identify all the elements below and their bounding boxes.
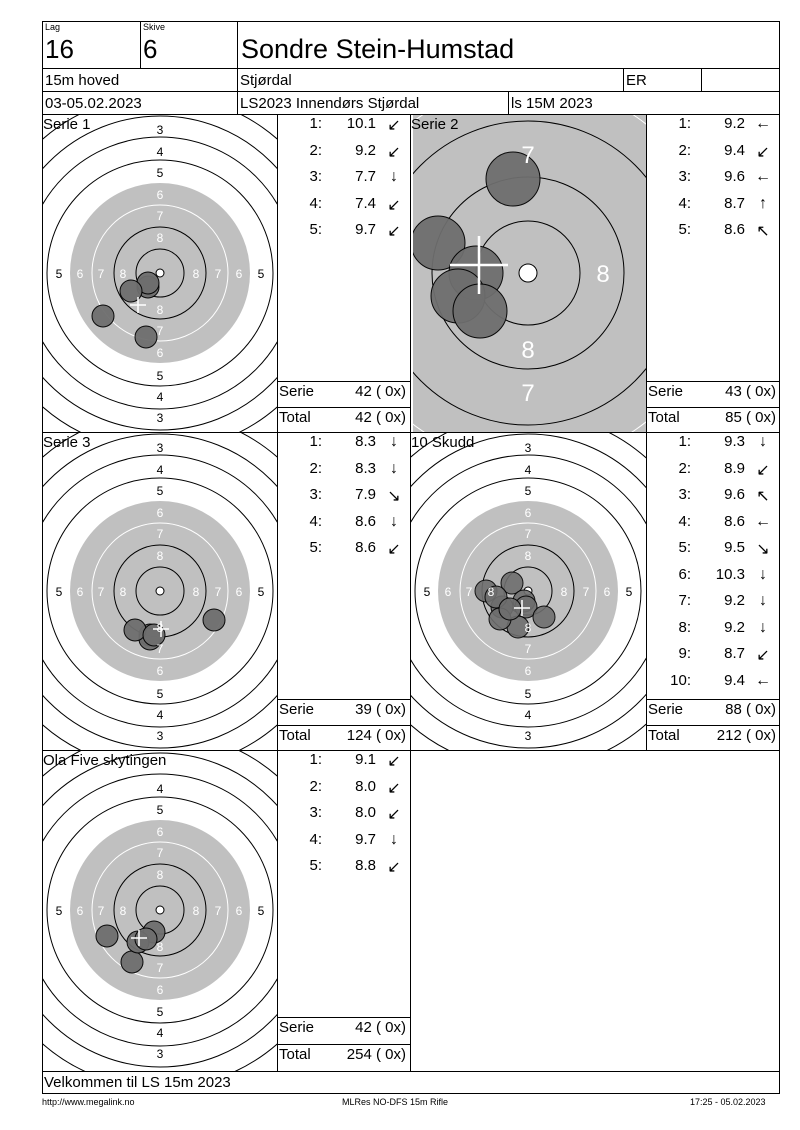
skive-label: Skive bbox=[143, 22, 166, 32]
total-row bbox=[277, 1046, 410, 1072]
shot-row bbox=[278, 857, 410, 883]
shot-number: 3: bbox=[678, 168, 691, 185]
shot-score: 8.0 bbox=[355, 778, 376, 795]
ring-label: 8 bbox=[192, 585, 200, 599]
shot-row bbox=[278, 460, 410, 486]
shot-number: 2: bbox=[309, 142, 322, 159]
ring-label: 8 bbox=[156, 868, 164, 882]
total-value: 254 ( 0x) bbox=[346, 1046, 406, 1063]
ring-label: 8 bbox=[524, 549, 532, 563]
ring-label: 3 bbox=[156, 411, 164, 425]
ring-label: 7 bbox=[521, 380, 535, 407]
shot-number: 5: bbox=[309, 857, 322, 874]
shot-row bbox=[278, 751, 410, 777]
target-svg bbox=[411, 433, 646, 750]
shot-number: 7: bbox=[678, 592, 691, 609]
event-label: LS2023 Innendørs Stjørdal bbox=[240, 95, 420, 112]
shot-row bbox=[647, 672, 779, 698]
shot-score: 7.4 bbox=[355, 195, 376, 212]
direction-arrow-icon: ↓ bbox=[759, 566, 767, 583]
ring-label: 8 bbox=[119, 585, 127, 599]
ring-label: 6 bbox=[156, 825, 164, 839]
shot-score: 10.3 bbox=[715, 566, 745, 583]
ring-label: 8 bbox=[560, 585, 568, 599]
direction-arrow-icon: ↓ bbox=[390, 831, 398, 848]
shot-score: 9.4 bbox=[724, 672, 745, 689]
shot-number: 10: bbox=[670, 672, 691, 689]
serie-row bbox=[646, 701, 780, 727]
ring-label: 6 bbox=[156, 506, 164, 520]
ring-label: 5 bbox=[625, 585, 633, 599]
ring-label: 8 bbox=[521, 337, 535, 364]
shot-score: 9.4 bbox=[724, 142, 745, 159]
ring-label: 4 bbox=[156, 782, 164, 796]
shot-row bbox=[278, 513, 410, 539]
ring-label: 8 bbox=[156, 621, 164, 635]
ring-label: 6 bbox=[235, 585, 243, 599]
ring-label: 5 bbox=[156, 166, 164, 180]
shot-number: 5: bbox=[309, 539, 322, 556]
ring-label: 5 bbox=[156, 1005, 164, 1019]
ring-label: 3 bbox=[156, 729, 164, 743]
shot-row bbox=[647, 513, 779, 539]
shot-score: 8.8 bbox=[355, 857, 376, 874]
shot-score: 9.7 bbox=[355, 831, 376, 848]
ring-label: 6 bbox=[156, 664, 164, 678]
shot-number: 3: bbox=[678, 486, 691, 503]
ring-label: 8 bbox=[192, 904, 200, 918]
ring-label: 7 bbox=[214, 585, 222, 599]
ring-label: 6 bbox=[235, 904, 243, 918]
ring-label: 7 bbox=[156, 642, 164, 656]
ring-label: 8 bbox=[596, 261, 610, 288]
ring-label: 5 bbox=[257, 585, 265, 599]
shot-number: 4: bbox=[309, 195, 322, 212]
ring-label: 7 bbox=[582, 585, 590, 599]
ring-label: 7 bbox=[524, 527, 532, 541]
ring-label: 7 bbox=[521, 142, 535, 169]
total-value: 85 ( 0x) bbox=[725, 409, 776, 426]
ring-label: 8 bbox=[487, 585, 495, 599]
serie-row bbox=[277, 1019, 410, 1045]
shot-row bbox=[647, 539, 779, 565]
shot-row bbox=[647, 486, 779, 512]
target-svg bbox=[411, 115, 646, 432]
serie-value: 39 ( 0x) bbox=[355, 701, 406, 718]
ring-label: 8 bbox=[192, 267, 200, 281]
shot-row bbox=[647, 221, 779, 247]
ring-label: 6 bbox=[76, 267, 84, 281]
lag-value: 16 bbox=[45, 34, 74, 64]
total-label: Total bbox=[648, 727, 680, 744]
ring-label: 3 bbox=[156, 1047, 164, 1061]
total-value: 124 ( 0x) bbox=[346, 727, 406, 744]
direction-arrow-icon: ← bbox=[755, 672, 771, 689]
shot-row bbox=[647, 115, 779, 141]
shot-row bbox=[647, 460, 779, 486]
target-10-skudd bbox=[411, 433, 646, 750]
ring-label: 5 bbox=[524, 484, 532, 498]
shot-score: 8.6 bbox=[355, 539, 376, 556]
ring-label: 5 bbox=[156, 484, 164, 498]
ring-label: 8 bbox=[156, 231, 164, 245]
shot-row bbox=[278, 778, 410, 804]
total-label: Total bbox=[279, 1046, 311, 1063]
serie-label: Serie bbox=[648, 701, 684, 718]
ring-label: 3 bbox=[156, 441, 164, 455]
ring-label: 6 bbox=[235, 267, 243, 281]
ring-label: 8 bbox=[156, 549, 164, 563]
ring-label: 8 bbox=[119, 904, 127, 918]
ring-label: 7 bbox=[465, 585, 473, 599]
serie-value: 42 ( 0x) bbox=[355, 1019, 406, 1036]
total-label: Total bbox=[648, 409, 680, 426]
ring-label: 5 bbox=[55, 267, 63, 281]
serie-row bbox=[277, 383, 410, 409]
shot-score: 8.6 bbox=[724, 513, 745, 530]
shot-number: 5: bbox=[309, 221, 322, 238]
target-ola-five bbox=[43, 751, 277, 1071]
shot-row bbox=[278, 486, 410, 512]
shot-row bbox=[647, 168, 779, 194]
direction-arrow-icon: ↑ bbox=[759, 195, 767, 212]
ring-label: 5 bbox=[55, 585, 63, 599]
ring-label: 7 bbox=[156, 961, 164, 975]
shot-row bbox=[647, 619, 779, 645]
shot-score: 9.7 bbox=[355, 221, 376, 238]
shot-number: 8: bbox=[678, 619, 691, 636]
panel-title: Ola Five skytingen bbox=[43, 752, 167, 769]
direction-arrow-icon: ↖ bbox=[756, 223, 770, 240]
serie-label: Serie bbox=[279, 701, 315, 718]
serie-row bbox=[646, 383, 780, 409]
ring-label: 6 bbox=[156, 983, 164, 997]
ring-label: 5 bbox=[156, 803, 164, 817]
ring-label: 3 bbox=[524, 441, 532, 455]
ring-label: 4 bbox=[156, 1026, 164, 1040]
shot-row bbox=[278, 221, 410, 247]
shot-score: 9.2 bbox=[355, 142, 376, 159]
total-label: Total bbox=[279, 409, 311, 426]
serie-label: Serie bbox=[279, 1019, 315, 1036]
direction-arrow-icon: ↙ bbox=[387, 197, 401, 214]
shot-row bbox=[278, 195, 410, 221]
shot-number: 1: bbox=[309, 433, 322, 450]
target-svg bbox=[43, 751, 277, 1071]
ring-label: 6 bbox=[444, 585, 452, 599]
direction-arrow-icon: ↓ bbox=[390, 433, 398, 450]
shot-score: 8.6 bbox=[724, 221, 745, 238]
direction-arrow-icon: ↙ bbox=[387, 780, 401, 797]
shot-score: 9.6 bbox=[724, 168, 745, 185]
ring-label: 3 bbox=[156, 123, 164, 137]
ring-label: 7 bbox=[97, 267, 105, 281]
ring-label: 5 bbox=[156, 687, 164, 701]
shot-row bbox=[278, 539, 410, 565]
ring-label: 7 bbox=[156, 209, 164, 223]
shot-number: 4: bbox=[678, 513, 691, 530]
shot-row bbox=[647, 566, 779, 592]
panel-title: Serie 2 bbox=[411, 116, 459, 133]
shooter-name: Sondre Stein-Humstad bbox=[241, 34, 515, 64]
welcome-text: Velkommen til LS 15m 2023 bbox=[44, 1074, 231, 1091]
ring-label: 8 bbox=[156, 303, 164, 317]
ring-label: 6 bbox=[156, 188, 164, 202]
total-row bbox=[646, 727, 780, 753]
shot-score: 8.7 bbox=[724, 195, 745, 212]
target-serie-3 bbox=[43, 433, 277, 750]
shot-number: 3: bbox=[309, 486, 322, 503]
ring-label: 5 bbox=[156, 369, 164, 383]
direction-arrow-icon: ↙ bbox=[756, 144, 770, 161]
shot-number: 4: bbox=[309, 513, 322, 530]
lag-label: Lag bbox=[45, 22, 61, 32]
ring-label: 4 bbox=[156, 708, 164, 722]
direction-arrow-icon: ↘ bbox=[387, 488, 401, 505]
ring-label: 7 bbox=[214, 904, 222, 918]
panel-title: Serie 1 bbox=[43, 116, 91, 133]
shot-score: 10.1 bbox=[346, 115, 376, 132]
club-label: Stjørdal bbox=[240, 72, 292, 89]
total-value: 42 ( 0x) bbox=[355, 409, 406, 426]
serie-row bbox=[277, 701, 410, 727]
total-label: Total bbox=[279, 727, 311, 744]
direction-arrow-icon: ↙ bbox=[387, 117, 401, 134]
target-serie-1 bbox=[43, 115, 277, 432]
ring-label: 5 bbox=[55, 904, 63, 918]
ring-label: 4 bbox=[524, 463, 532, 477]
ring-label: 6 bbox=[524, 506, 532, 520]
shot-row bbox=[278, 433, 410, 459]
ring-label: 6 bbox=[524, 664, 532, 678]
shot-number: 1: bbox=[309, 751, 322, 768]
shot-score: 9.2 bbox=[724, 619, 745, 636]
shot-score: 8.9 bbox=[724, 460, 745, 477]
ring-label: 6 bbox=[156, 346, 164, 360]
ring-label: 8 bbox=[119, 267, 127, 281]
shot-score: 7.9 bbox=[355, 486, 376, 503]
direction-arrow-icon: ↓ bbox=[390, 168, 398, 185]
serie-value: 42 ( 0x) bbox=[355, 383, 406, 400]
shot-score: 9.2 bbox=[724, 115, 745, 132]
shot-number: 5: bbox=[678, 539, 691, 556]
shot-row bbox=[647, 142, 779, 168]
shot-row bbox=[278, 804, 410, 830]
ring-label: 3 bbox=[524, 729, 532, 743]
shot-row bbox=[278, 168, 410, 194]
target-svg bbox=[43, 433, 277, 750]
shot-row bbox=[647, 195, 779, 221]
ring-label: 6 bbox=[76, 904, 84, 918]
shot-row bbox=[647, 645, 779, 671]
ring-label: 4 bbox=[156, 463, 164, 477]
ring-label: 8 bbox=[156, 940, 164, 954]
direction-arrow-icon: ↓ bbox=[759, 592, 767, 609]
shot-number: 2: bbox=[309, 778, 322, 795]
shot-row bbox=[647, 433, 779, 459]
ring-label: 6 bbox=[76, 585, 84, 599]
ring-label: 5 bbox=[423, 585, 431, 599]
direction-arrow-icon: ↘ bbox=[756, 541, 770, 558]
serie-value: 88 ( 0x) bbox=[725, 701, 776, 718]
shot-score: 9.5 bbox=[724, 539, 745, 556]
target-svg bbox=[43, 115, 277, 432]
ring-label: 8 bbox=[524, 621, 532, 635]
ring-label: 4 bbox=[524, 708, 532, 722]
ring-label: 5 bbox=[257, 267, 265, 281]
shot-score: 8.3 bbox=[355, 460, 376, 477]
shot-number: 3: bbox=[309, 804, 322, 821]
shot-score: 8.0 bbox=[355, 804, 376, 821]
total-value: 212 ( 0x) bbox=[716, 727, 776, 744]
shot-number: 4: bbox=[678, 195, 691, 212]
shot-number: 5: bbox=[678, 221, 691, 238]
direction-arrow-icon: ↙ bbox=[387, 859, 401, 876]
shot-row bbox=[278, 115, 410, 141]
direction-arrow-icon: ↓ bbox=[390, 513, 398, 530]
panel-title: Serie 3 bbox=[43, 434, 91, 451]
shot-score: 9.2 bbox=[724, 592, 745, 609]
ring-label: 7 bbox=[524, 642, 532, 656]
direction-arrow-icon: ↙ bbox=[756, 647, 770, 664]
direction-arrow-icon: ← bbox=[755, 513, 771, 530]
target-serie-2 bbox=[411, 115, 646, 432]
ring-label: 4 bbox=[156, 390, 164, 404]
direction-arrow-icon: ↙ bbox=[387, 144, 401, 161]
ring-label: 7 bbox=[97, 585, 105, 599]
ring-label: 7 bbox=[156, 324, 164, 338]
shot-number: 4: bbox=[309, 831, 322, 848]
shot-number: 2: bbox=[309, 460, 322, 477]
serie-label: Serie bbox=[648, 383, 684, 400]
shot-number: 1: bbox=[678, 115, 691, 132]
shot-score: 9.3 bbox=[724, 433, 745, 450]
ring-label: 4 bbox=[156, 145, 164, 159]
total-row bbox=[646, 409, 780, 435]
direction-arrow-icon: ↙ bbox=[756, 462, 770, 479]
footer-url[interactable]: http://www.megalink.no bbox=[42, 1097, 135, 1107]
ring-label: 7 bbox=[156, 846, 164, 860]
shot-row bbox=[647, 592, 779, 618]
shot-number: 9: bbox=[678, 645, 691, 662]
ring-label: 6 bbox=[603, 585, 611, 599]
skive-value: 6 bbox=[143, 34, 158, 64]
total-row bbox=[277, 727, 410, 753]
shot-number: 2: bbox=[678, 142, 691, 159]
direction-arrow-icon: ↙ bbox=[387, 753, 401, 770]
panel-title: 10 Skudd bbox=[411, 434, 475, 451]
ring-label: 7 bbox=[214, 267, 222, 281]
direction-arrow-icon: ↙ bbox=[387, 806, 401, 823]
date-label: 03-05.02.2023 bbox=[45, 95, 142, 112]
ring-label: 5 bbox=[257, 904, 265, 918]
shot-score: 7.7 bbox=[355, 168, 376, 185]
ring-label: 5 bbox=[524, 687, 532, 701]
direction-arrow-icon: ← bbox=[755, 168, 771, 185]
direction-arrow-icon: ↓ bbox=[759, 433, 767, 450]
direction-arrow-icon: ↙ bbox=[387, 223, 401, 240]
shot-number: 3: bbox=[309, 168, 322, 185]
shot-number: 1: bbox=[309, 115, 322, 132]
direction-arrow-icon: ↓ bbox=[759, 619, 767, 636]
grade-label: ER bbox=[626, 72, 647, 89]
program-label: ls 15M 2023 bbox=[511, 95, 593, 112]
shot-row bbox=[278, 831, 410, 857]
footer-timestamp: 17:25 - 05.02.2023 bbox=[690, 1097, 766, 1107]
ring-label: 7 bbox=[156, 527, 164, 541]
direction-arrow-icon: ↖ bbox=[756, 488, 770, 505]
shot-score: 9.6 bbox=[724, 486, 745, 503]
shot-number: 6: bbox=[678, 566, 691, 583]
shot-score: 9.1 bbox=[355, 751, 376, 768]
direction-arrow-icon: ↙ bbox=[387, 541, 401, 558]
class-label: 15m hoved bbox=[45, 72, 120, 89]
total-row bbox=[277, 409, 410, 435]
shot-number: 1: bbox=[678, 433, 691, 450]
footer-software: MLRes NO-DFS 15m Rifle bbox=[342, 1097, 449, 1107]
direction-arrow-icon: ← bbox=[755, 115, 771, 132]
serie-value: 43 ( 0x) bbox=[725, 383, 776, 400]
serie-label: Serie bbox=[279, 383, 315, 400]
shot-score: 8.6 bbox=[355, 513, 376, 530]
shot-score: 8.7 bbox=[724, 645, 745, 662]
shot-score: 8.3 bbox=[355, 433, 376, 450]
shot-row bbox=[278, 142, 410, 168]
ring-label: 7 bbox=[97, 904, 105, 918]
direction-arrow-icon: ↓ bbox=[390, 460, 398, 477]
shot-number: 2: bbox=[678, 460, 691, 477]
